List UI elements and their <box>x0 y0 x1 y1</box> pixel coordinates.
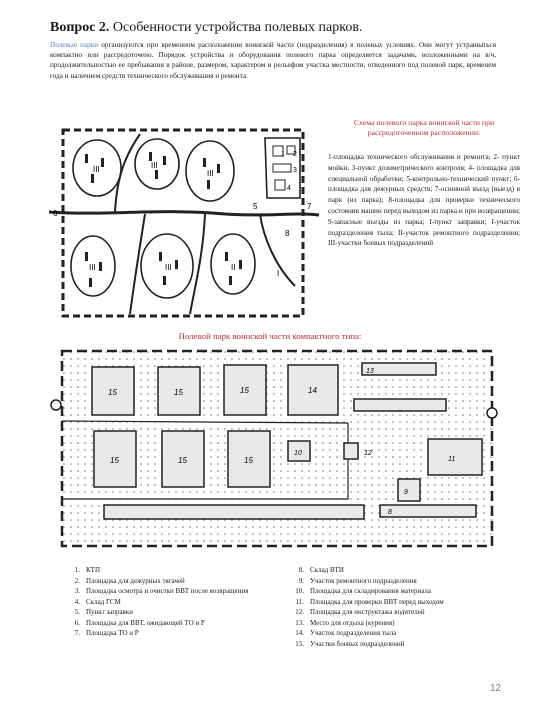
scheme2-label: 14 <box>308 386 317 395</box>
entrance-marker <box>487 408 497 418</box>
scheme1-label: I <box>277 269 280 278</box>
legend-item: 12. Площадка для инструктажа водителей <box>295 608 425 616</box>
legend-left-column <box>58 565 283 639</box>
legend-item: 6. Площадка для ВВТ, ожидающей ТО и Р <box>74 618 205 627</box>
legend-item: 3. Площадка осмотра и очистки ВВТ после возвращения <box>74 587 249 595</box>
park-boundary <box>63 130 303 316</box>
legend-item: 11. Площадка для проверки ВВТ перед выходом <box>295 597 444 606</box>
scheme1-label: 6 <box>53 209 58 218</box>
legend-item: 9. Участок ремонтного подразделения <box>298 576 417 585</box>
intro-text: организуются при временном расположении воинской части (подразделения) в полевых условиях. Они могут устраиваться компактно или рассредоточено. Порядок устройства и оборудования полевого парка определяется задачами, возложенными на в/ч, продолжительностью ее пребывания в районе, размером, характером и рельефом участка местности, отведенного под полевой парк, временем года и наличием средств технического обслуживания и ремонта. <box>50 41 496 80</box>
entrance-marker <box>51 400 61 410</box>
section-heading <box>50 20 362 36</box>
legend-item: 8. Склад ВТИ <box>298 566 344 574</box>
legend-item: 10. Площадка для складирования материала <box>295 587 431 595</box>
scheme1-label: III <box>165 263 172 272</box>
vehicle-marks <box>85 152 242 287</box>
main-road <box>49 212 319 215</box>
page-number: 12 <box>490 683 502 694</box>
scheme1-label: 1 <box>281 151 285 158</box>
scheme2-title: Полевой парк воинской части компактного типа: <box>178 331 362 341</box>
legend-item: 2. Площадка для дежурных тягачей <box>74 576 185 585</box>
scheme2-label: 15 <box>110 456 119 465</box>
legend-item: 13. Место для отдыха (курения) <box>295 618 395 627</box>
scheme1-label: III <box>93 165 100 174</box>
legend-item: 14. Участок подразделения тыла <box>295 629 397 637</box>
intro-paragraph <box>50 40 496 81</box>
legend-item: 15. Участки боевых подразделений <box>295 639 405 648</box>
scheme1-label: 7 <box>307 202 312 211</box>
scheme2-label: 15 <box>174 388 183 397</box>
legend-item: 7. Площадка ТО и Р <box>74 629 139 637</box>
heading-text: Особенности устройства полевых парков. <box>109 20 363 35</box>
scheme2-label: 15 <box>240 386 249 395</box>
compact-park-diagram <box>48 343 500 558</box>
scheme2-label: 9 <box>404 489 408 496</box>
scheme2-label: 11 <box>448 456 456 463</box>
scheme2-label: 8 <box>388 509 392 516</box>
legend-item: 5. Пункт заправки <box>74 608 134 616</box>
legend-item: 4. Склад ГСМ <box>74 597 121 606</box>
scheme1-label: 8 <box>285 229 290 238</box>
scheme1-title: Схема полевого парка воинской части при рассредоточенном расположении: <box>353 118 495 137</box>
scheme2-label: 15 <box>178 456 187 465</box>
scheme1-label: 3 <box>293 167 297 174</box>
intro-highlight: Полевые парки <box>50 41 99 49</box>
dispersed-park-diagram <box>45 116 325 326</box>
scheme1-legend: 1-площадка технического обслуживания и ремонта; 2- пункт мойки, 3-пункт дозиметрического контроля; 4- площадка для специальной обработки; 5-контрольно-технический пункт; 6-площадка для дежурных средств; 7-основной въезд (выезд) в парк (из парка); 8-площадка для проверки технического состояния машин перед выходом из парка и при возвращении; 9-запасные въезды из парка; I-пункт заправки; I-участок подразделения тыла; II-участок ремонтного подразделения; III-участки боевых подразделений <box>328 153 520 248</box>
scheme1-label: 4 <box>287 185 291 192</box>
scheme1-label: III <box>89 263 96 272</box>
legend-item: 1. КТП <box>74 566 100 574</box>
legend-right-column <box>282 565 512 649</box>
scheme2-label: 15 <box>244 456 253 465</box>
scheme2-label: 13 <box>366 368 374 375</box>
heading-prefix: Вопрос 2. <box>50 20 110 35</box>
scheme1-label: 2 <box>293 151 297 158</box>
scheme2-label: 12 <box>364 450 372 457</box>
scheme2-label: 10 <box>294 450 302 457</box>
scheme2-label: 15 <box>108 388 117 397</box>
unit-areas <box>71 138 300 298</box>
scheme1-label: 5 <box>253 202 258 211</box>
scheme1-label: III <box>207 169 214 178</box>
scheme1-label: III <box>151 161 158 170</box>
scheme1-label: II <box>231 263 236 272</box>
